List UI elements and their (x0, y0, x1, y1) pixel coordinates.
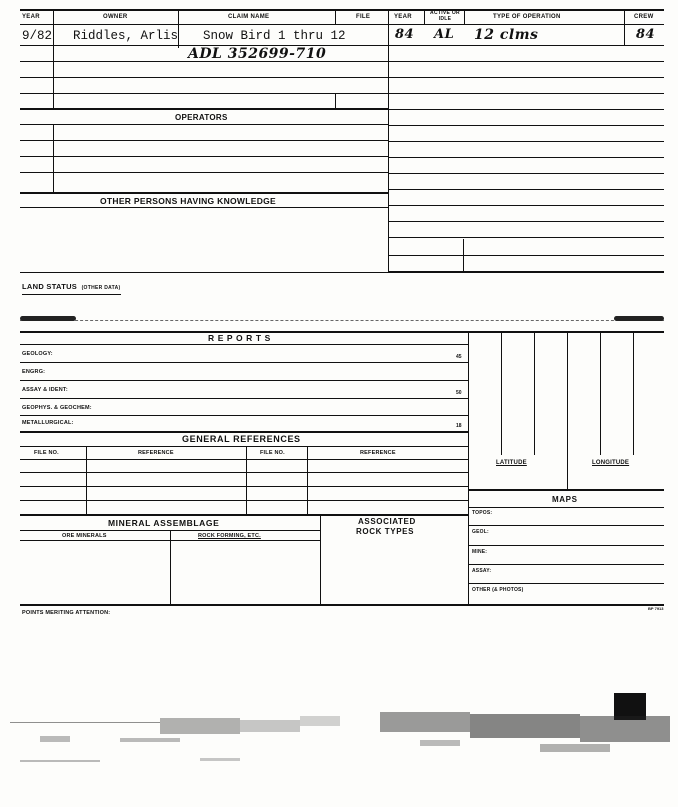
report-row-number: 45 (456, 354, 462, 360)
header-crew: CREW (634, 14, 654, 20)
points-meriting-attention-label: POINTS MERITING ATTENTION: (22, 610, 111, 616)
gr-header-reference: REFERENCE (138, 450, 174, 456)
report-row-label: GEOLOGY: (22, 351, 53, 357)
report-row-label: METALLURGICAL: (22, 420, 74, 426)
header-owner: OWNER (103, 14, 128, 20)
operators-title: OPERATORS (175, 113, 228, 122)
latitude-label: LATITUDE (496, 460, 527, 466)
row1-year-2: 84 (395, 27, 415, 42)
longitude-label: LONGITUDE (592, 460, 630, 466)
report-row-number: 50 (456, 390, 462, 396)
gr-header-file-no: FILE NO. (34, 450, 59, 456)
report-row-number: 18 (456, 423, 462, 429)
reports-title: R E P O R T S (208, 333, 271, 343)
other-persons-title: OTHER PERSONS HAVING KNOWLEDGE (100, 196, 277, 206)
header-bottom-rule (20, 24, 664, 25)
rock-types-label: ROCK TYPES (356, 527, 415, 536)
row1-active-idle: AL (434, 27, 455, 42)
header-file: FILE (356, 14, 371, 20)
row1-claim-handwritten: ADL 352699-710 (188, 46, 327, 62)
scan-noise-band (0, 700, 678, 780)
maps-row-label: ASSAY: (472, 568, 492, 574)
header-year: YEAR (22, 14, 40, 20)
report-row-label: ASSAY & IDENT: (22, 387, 68, 393)
gr-header-reference: REFERENCE (360, 450, 396, 456)
maps-row-label: TOPOS: (472, 510, 493, 516)
ore-minerals-header: ORE MINERALS (62, 533, 107, 539)
header-year-2: YEAR (394, 14, 412, 20)
row1-owner: Riddles, Arlis (73, 29, 179, 43)
form-number: BP 7913 (648, 606, 664, 611)
gr-header-file-no: FILE NO. (260, 450, 285, 456)
row1-type-of-operation: 12 clms (474, 27, 539, 43)
maps-title: MAPS (552, 495, 578, 504)
general-references-title: GENERAL REFERENCES (182, 434, 301, 444)
header-active-idle: ACTIVE OR IDLE (430, 10, 460, 22)
land-status-subtitle: (OTHER DATA) (81, 285, 121, 291)
mineral-assemblage-title: MINERAL ASSEMBLAGE (108, 518, 220, 528)
rock-forming-header: ROCK FORMING, ETC. (198, 533, 261, 539)
land-status-label (22, 276, 121, 295)
band-mark-left (20, 316, 76, 321)
associated-label: ASSOCIATED (358, 517, 416, 526)
band-mark-right (614, 316, 664, 321)
header-type-of-operation: TYPE OF OPERATION (493, 14, 561, 20)
row1-crew: 84 (636, 27, 656, 42)
top-border (20, 9, 664, 11)
row1-claim-name: Snow Bird 1 thru 12 (203, 29, 346, 43)
header-claim-name: CLAIM NAME (228, 14, 270, 20)
land-status-title: LAND STATUS (22, 282, 78, 291)
maps-row-label: MINE: (472, 549, 488, 555)
maps-row-label: GEOL: (472, 529, 489, 535)
row1-year: 9/82 (22, 29, 53, 43)
maps-row-label: OTHER (& PHOTOS) (472, 587, 524, 593)
report-row-label: ENGRG: (22, 369, 46, 375)
report-row-label: GEOPHYS. & GEOCHEM: (22, 405, 92, 411)
